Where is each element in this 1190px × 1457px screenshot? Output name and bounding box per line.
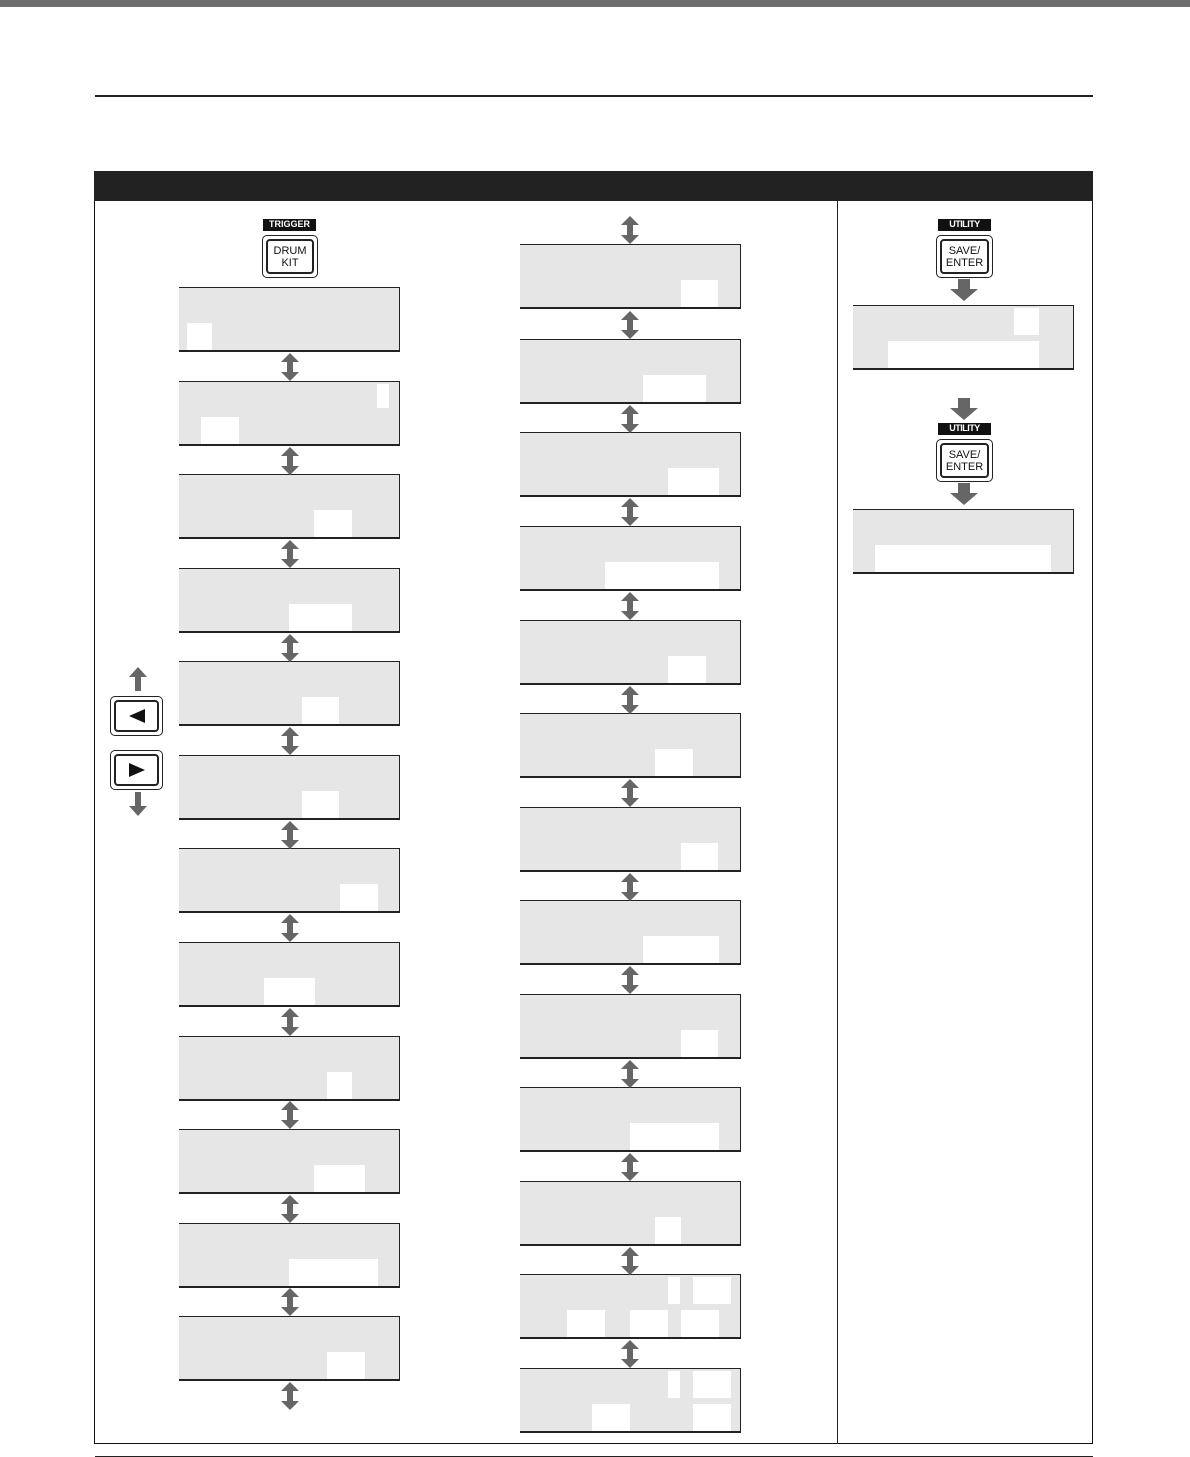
lcd-screen-middle-13	[520, 1368, 741, 1433]
lcd-highlight	[201, 417, 239, 444]
save-enter-button[interactable]	[936, 439, 993, 482]
double-arrow-icon	[621, 1247, 639, 1275]
double-arrow-icon	[621, 216, 639, 244]
double-arrow-icon	[281, 1195, 299, 1223]
save-enter-label-line1: SAVE/	[948, 448, 981, 461]
top-bar	[0, 0, 1190, 7]
double-arrow-icon	[281, 1288, 299, 1316]
lcd-highlight	[567, 1310, 605, 1337]
drum-kit-label-line2: KIT	[281, 256, 299, 269]
double-arrow-icon	[621, 686, 639, 714]
lcd-screen-middle-6	[520, 713, 741, 778]
lcd-highlight	[693, 1371, 731, 1398]
down-block-arrow-icon	[950, 398, 978, 420]
lcd-highlight	[605, 562, 719, 589]
drum-kit-label-line1: DRUM	[273, 244, 307, 257]
lcd-highlight	[681, 1030, 718, 1057]
lcd-highlight	[327, 1072, 352, 1099]
utility-label: UTILITY	[938, 423, 991, 435]
lcd-screen-left-9	[179, 1036, 400, 1101]
lcd-screen-middle-11	[520, 1181, 741, 1246]
drum-kit-button[interactable]	[262, 235, 318, 278]
lcd-screen-middle-3	[520, 432, 741, 497]
save-enter-label-line1: SAVE/	[948, 244, 981, 257]
section-rule	[95, 95, 1093, 97]
lcd-screen-middle-4	[520, 526, 741, 591]
lcd-highlight	[693, 1277, 731, 1304]
lcd-screen-middle-7	[520, 807, 741, 872]
arrow-left-button-icon	[129, 709, 145, 723]
lcd-highlight	[1014, 308, 1039, 335]
double-arrow-icon	[281, 1382, 299, 1410]
lcd-screen-middle-10	[520, 1087, 741, 1152]
lcd-screen-left-12	[179, 1316, 400, 1381]
cursor-right-button[interactable]	[110, 750, 163, 790]
double-arrow-icon	[621, 1060, 639, 1088]
lcd-highlight	[668, 468, 719, 495]
double-arrow-icon	[621, 1340, 639, 1368]
lcd-screen-left-2	[179, 381, 400, 446]
cursor-left-button[interactable]	[110, 696, 163, 736]
lcd-screen-middle-8	[520, 900, 741, 965]
lcd-highlight	[340, 884, 378, 911]
double-arrow-icon	[281, 540, 299, 568]
lcd-screen-middle-1	[520, 244, 741, 309]
lcd-highlight	[668, 656, 706, 683]
double-arrow-icon	[621, 966, 639, 994]
double-arrow-icon	[281, 914, 299, 942]
double-arrow-icon	[281, 821, 299, 849]
lcd-highlight	[655, 1217, 681, 1244]
lcd-highlight	[681, 280, 718, 307]
save-enter-label-line2: ENTER	[945, 460, 984, 473]
down-arrow-icon	[129, 792, 147, 816]
lcd-highlight	[875, 545, 1051, 572]
lcd-highlight	[681, 1310, 719, 1337]
double-arrow-icon	[281, 727, 299, 755]
double-arrow-icon	[621, 311, 639, 339]
lcd-screen-left-11	[179, 1223, 400, 1288]
lcd-highlight	[643, 375, 706, 402]
down-block-arrow-icon	[950, 483, 978, 505]
lcd-highlight	[289, 1259, 378, 1286]
trigger-label: TRIGGER	[263, 219, 316, 231]
lcd-screen-middle-12	[520, 1274, 741, 1339]
down-block-arrow-icon	[950, 279, 978, 301]
double-arrow-icon	[281, 634, 299, 662]
lcd-highlight	[314, 1165, 365, 1192]
lcd-screen-left-7	[179, 848, 400, 913]
lcd-screen-middle-9	[520, 994, 741, 1059]
save-enter-button[interactable]	[936, 235, 993, 278]
lcd-screen-left-4	[179, 568, 400, 633]
lcd-screen-save-2	[853, 509, 1074, 574]
lcd-screen-left-6	[179, 755, 400, 820]
lcd-highlight	[314, 510, 352, 537]
lcd-highlight	[655, 749, 693, 776]
lcd-screen-middle-2	[520, 339, 741, 404]
lcd-highlight	[302, 791, 339, 818]
lcd-screen-left-10	[179, 1129, 400, 1194]
column-divider	[837, 201, 838, 1444]
lcd-screen-middle-5	[520, 620, 741, 685]
double-arrow-icon	[621, 779, 639, 807]
save-enter-label-line2: ENTER	[945, 256, 984, 269]
double-arrow-icon	[281, 353, 299, 381]
lcd-highlight	[302, 697, 339, 724]
lcd-highlight	[630, 1123, 719, 1150]
lcd-highlight	[681, 843, 718, 870]
lcd-highlight	[264, 978, 315, 1005]
lcd-highlight	[668, 1371, 680, 1398]
lcd-highlight	[187, 323, 212, 350]
lcd-screen-left-8	[179, 942, 400, 1007]
utility-label: UTILITY	[938, 219, 991, 231]
double-arrow-icon	[621, 405, 639, 433]
panel-header-bar	[94, 171, 1093, 201]
lcd-screen-left-5	[179, 661, 400, 726]
lcd-highlight	[377, 384, 389, 408]
lcd-screen-left-1	[179, 287, 400, 352]
lcd-screen-save-1	[853, 305, 1074, 370]
lcd-highlight	[693, 1404, 731, 1431]
double-arrow-icon	[281, 447, 299, 475]
double-arrow-icon	[621, 873, 639, 901]
up-arrow-icon	[129, 667, 147, 691]
double-arrow-icon	[621, 592, 639, 620]
lcd-highlight	[630, 1310, 668, 1337]
lcd-highlight	[327, 1352, 365, 1379]
lcd-highlight	[592, 1404, 630, 1431]
arrow-right-button-icon	[129, 763, 145, 777]
double-arrow-icon	[621, 498, 639, 526]
double-arrow-icon	[281, 1008, 299, 1036]
double-arrow-icon	[281, 1101, 299, 1129]
lcd-highlight	[668, 1277, 680, 1304]
lcd-highlight	[289, 604, 352, 631]
lcd-screen-left-3	[179, 474, 400, 539]
double-arrow-icon	[621, 1153, 639, 1181]
lcd-highlight	[888, 341, 1039, 368]
lcd-highlight	[643, 936, 719, 963]
